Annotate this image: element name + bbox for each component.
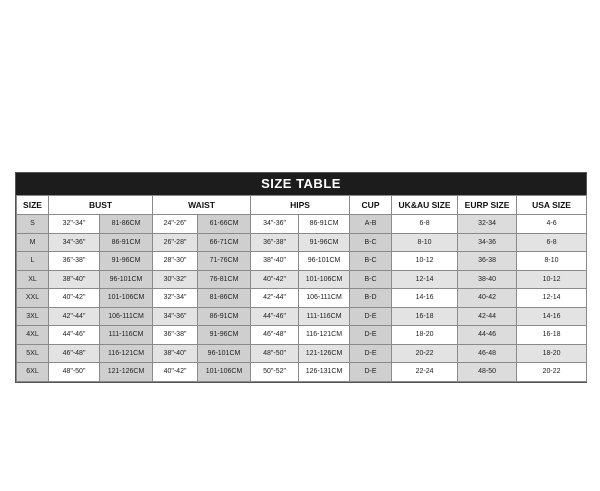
table-row xyxy=(17,270,587,289)
hips-cm-cell: 126-131CM xyxy=(299,363,350,382)
bust-in-cell: 36"-38" xyxy=(49,252,100,271)
cup-cell: B-C xyxy=(350,233,392,252)
hips-cm-cell: 111-116CM xyxy=(299,307,350,326)
table-row xyxy=(17,289,587,308)
eurp-cell: 46-48 xyxy=(458,344,517,363)
ukau-cell: 14-16 xyxy=(392,289,458,308)
eurp-cell: 40-42 xyxy=(458,289,517,308)
size-cell: M xyxy=(17,233,49,252)
ukau-cell: 10-12 xyxy=(392,252,458,271)
header-cup: CUP xyxy=(350,196,392,215)
waist-cm-cell: 66-71CM xyxy=(198,233,251,252)
cup-cell: D-E xyxy=(350,307,392,326)
usa-cell: 18-20 xyxy=(517,344,587,363)
usa-cell: 12-14 xyxy=(517,289,587,308)
waist-in-cell: 24"-26" xyxy=(153,215,198,234)
waist-cm-cell: 81-86CM xyxy=(198,289,251,308)
table-row xyxy=(17,326,587,345)
size-cell: 5XL xyxy=(17,344,49,363)
waist-cm-cell: 76-81CM xyxy=(198,270,251,289)
waist-cm-cell: 86-91CM xyxy=(198,307,251,326)
header-hips: HIPS xyxy=(251,196,350,215)
size-grid xyxy=(16,195,587,382)
bust-in-cell: 46"-48" xyxy=(49,344,100,363)
waist-cm-cell: 61-66CM xyxy=(198,215,251,234)
size-cell: S xyxy=(17,215,49,234)
cup-cell: D-E xyxy=(350,363,392,382)
header-ukau: UK&AU SIZE xyxy=(392,196,458,215)
cup-cell: D-E xyxy=(350,344,392,363)
table-row xyxy=(17,363,587,382)
hips-in-cell: 40"-42" xyxy=(251,270,299,289)
size-cell: XXL xyxy=(17,289,49,308)
waist-in-cell: 26"-28" xyxy=(153,233,198,252)
ukau-cell: 20-22 xyxy=(392,344,458,363)
eurp-cell: 44-46 xyxy=(458,326,517,345)
hips-in-cell: 42"-44" xyxy=(251,289,299,308)
header-eurp: EURP SIZE xyxy=(458,196,517,215)
usa-cell: 8-10 xyxy=(517,252,587,271)
table-row xyxy=(17,233,587,252)
eurp-cell: 42-44 xyxy=(458,307,517,326)
bust-in-cell: 42"-44" xyxy=(49,307,100,326)
ukau-cell: 18-20 xyxy=(392,326,458,345)
ukau-cell: 6-8 xyxy=(392,215,458,234)
hips-in-cell: 34"-36" xyxy=(251,215,299,234)
header-row xyxy=(17,196,587,215)
hips-in-cell: 36"-38" xyxy=(251,233,299,252)
size-table xyxy=(15,172,587,383)
bust-cm-cell: 121-126CM xyxy=(100,363,153,382)
table-row xyxy=(17,307,587,326)
waist-in-cell: 32"-34" xyxy=(153,289,198,308)
cup-cell: B-C xyxy=(350,252,392,271)
table-row xyxy=(17,344,587,363)
bust-cm-cell: 91-96CM xyxy=(100,252,153,271)
table-row xyxy=(17,215,587,234)
hips-cm-cell: 96-101CM xyxy=(299,252,350,271)
bust-cm-cell: 101-106CM xyxy=(100,289,153,308)
waist-cm-cell: 96-101CM xyxy=(198,344,251,363)
bust-in-cell: 34"-36" xyxy=(49,233,100,252)
waist-cm-cell: 101-106CM xyxy=(198,363,251,382)
ukau-cell: 8-10 xyxy=(392,233,458,252)
usa-cell: 20-22 xyxy=(517,363,587,382)
waist-in-cell: 28"-30" xyxy=(153,252,198,271)
bust-in-cell: 40"-42" xyxy=(49,289,100,308)
ukau-cell: 22-24 xyxy=(392,363,458,382)
eurp-cell: 48-50 xyxy=(458,363,517,382)
waist-in-cell: 30"-32" xyxy=(153,270,198,289)
bust-in-cell: 32"-34" xyxy=(49,215,100,234)
eurp-cell: 34-36 xyxy=(458,233,517,252)
waist-in-cell: 36"-38" xyxy=(153,326,198,345)
size-cell: 3XL xyxy=(17,307,49,326)
bust-cm-cell: 86-91CM xyxy=(100,233,153,252)
header-waist: WAIST xyxy=(153,196,251,215)
usa-cell: 6-8 xyxy=(517,233,587,252)
usa-cell: 16-18 xyxy=(517,326,587,345)
table-body xyxy=(17,215,587,382)
waist-in-cell: 40"-42" xyxy=(153,363,198,382)
cup-cell: A-B xyxy=(350,215,392,234)
usa-cell: 14-16 xyxy=(517,307,587,326)
hips-cm-cell: 116-121CM xyxy=(299,326,350,345)
cup-cell: B-C xyxy=(350,270,392,289)
waist-cm-cell: 71-76CM xyxy=(198,252,251,271)
cup-cell: D-E xyxy=(350,326,392,345)
eurp-cell: 36-38 xyxy=(458,252,517,271)
cup-cell: B-D xyxy=(350,289,392,308)
header-usa: USA SIZE xyxy=(517,196,587,215)
hips-in-cell: 48"-50" xyxy=(251,344,299,363)
hips-in-cell: 50"-52" xyxy=(251,363,299,382)
bust-cm-cell: 106-111CM xyxy=(100,307,153,326)
bust-cm-cell: 96-101CM xyxy=(100,270,153,289)
hips-cm-cell: 106-111CM xyxy=(299,289,350,308)
ukau-cell: 12-14 xyxy=(392,270,458,289)
waist-in-cell: 34"-36" xyxy=(153,307,198,326)
bust-in-cell: 38"-40" xyxy=(49,270,100,289)
hips-cm-cell: 121-126CM xyxy=(299,344,350,363)
bust-in-cell: 44"-46" xyxy=(49,326,100,345)
hips-cm-cell: 101-106CM xyxy=(299,270,350,289)
size-cell: 6XL xyxy=(17,363,49,382)
waist-cm-cell: 91-96CM xyxy=(198,326,251,345)
waist-in-cell: 38"-40" xyxy=(153,344,198,363)
size-cell: L xyxy=(17,252,49,271)
bust-cm-cell: 116-121CM xyxy=(100,344,153,363)
size-cell: XL xyxy=(17,270,49,289)
bust-in-cell: 48"-50" xyxy=(49,363,100,382)
bust-cm-cell: 111-116CM xyxy=(100,326,153,345)
usa-cell: 4-6 xyxy=(517,215,587,234)
hips-in-cell: 44"-46" xyxy=(251,307,299,326)
header-bust: BUST xyxy=(49,196,153,215)
hips-cm-cell: 86-91CM xyxy=(299,215,350,234)
eurp-cell: 38-40 xyxy=(458,270,517,289)
size-cell: 4XL xyxy=(17,326,49,345)
ukau-cell: 16-18 xyxy=(392,307,458,326)
header-size: SIZE xyxy=(17,196,49,215)
table-title: SIZE TABLE xyxy=(16,173,586,195)
eurp-cell: 32-34 xyxy=(458,215,517,234)
usa-cell: 10-12 xyxy=(517,270,587,289)
hips-in-cell: 46"-48" xyxy=(251,326,299,345)
table-row xyxy=(17,252,587,271)
hips-cm-cell: 91-96CM xyxy=(299,233,350,252)
hips-in-cell: 38"-40" xyxy=(251,252,299,271)
bust-cm-cell: 81-86CM xyxy=(100,215,153,234)
